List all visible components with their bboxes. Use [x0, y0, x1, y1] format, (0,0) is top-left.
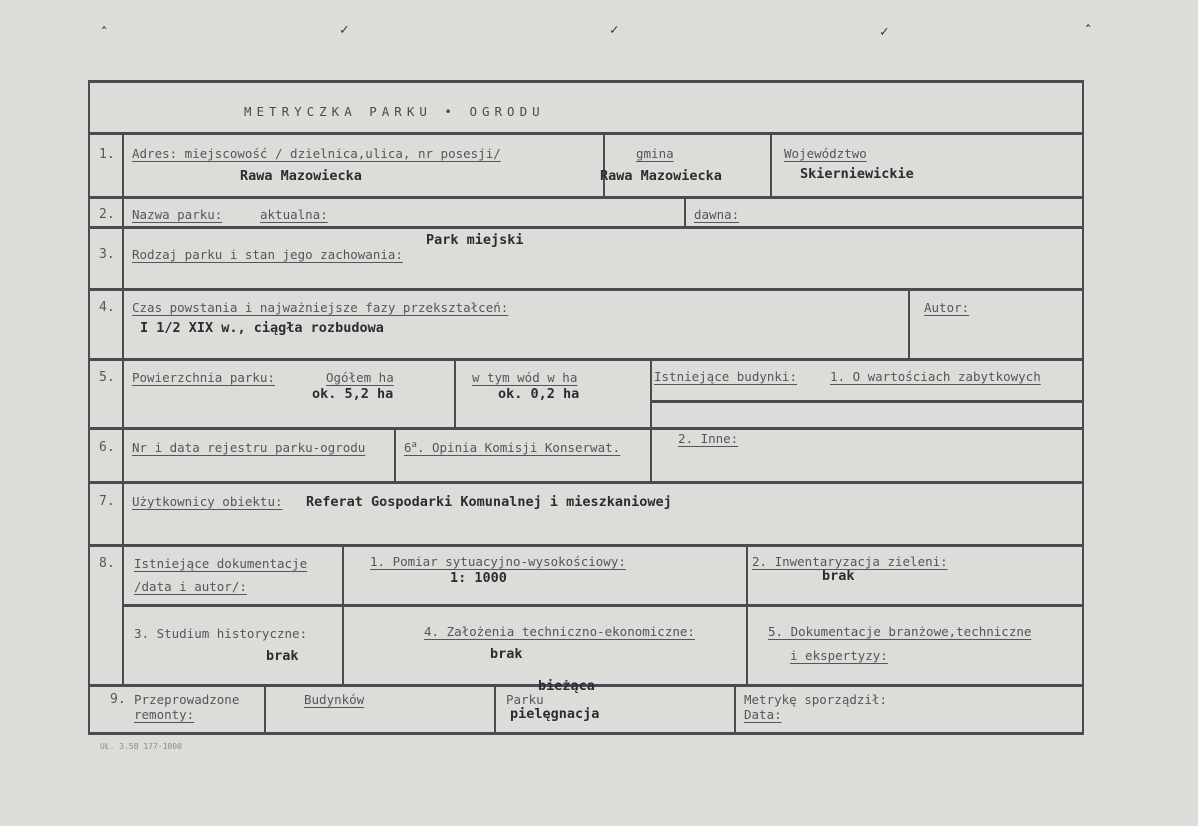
users-value: Referat Gospodarki Komunalnej i mieszkaniowej: [306, 494, 672, 510]
row-number: 4.: [99, 300, 115, 315]
number-column-line: [122, 132, 124, 684]
row-number: 3.: [99, 247, 115, 262]
renovations-label-2: remonty:: [134, 707, 195, 722]
creation-time-label: Czas powstania i najważniejsze fazy przekształceń:: [132, 300, 509, 315]
park-renovations-value-2: pielęgnacja: [510, 706, 600, 722]
park-name-label: Nazwa parku:: [132, 207, 223, 222]
row-number: 9.: [110, 692, 126, 707]
water-area-value: ok. 0,2 ha: [498, 386, 580, 402]
cell-divider: [264, 684, 266, 734]
row-number: 8.: [99, 556, 115, 571]
check-mark-icon: ✓: [610, 22, 619, 38]
documentation-label-2: /data i autor/:: [134, 579, 247, 594]
survey-label: 1. Pomiar sytuacyjno-wysokościowy:: [370, 554, 626, 569]
cell-divider: [908, 288, 910, 360]
prepared-by-label: Metrykę sporządził:: [744, 692, 887, 707]
row-number: 1.: [99, 147, 115, 162]
cell-divider: [770, 132, 772, 198]
row-divider: [88, 481, 1084, 484]
gmina-value: Rawa Mazowiecka: [600, 168, 722, 184]
row-divider: [88, 196, 1084, 199]
form-title: METRYCZKA PARKU • OGRODU: [244, 104, 545, 119]
row-number: 7.: [99, 494, 115, 509]
form-border-left: [88, 80, 90, 735]
park-renovations-value-1: bieżąca: [538, 678, 595, 694]
corner-mark-icon: ˆ: [1084, 24, 1093, 40]
check-mark-icon: ✓: [340, 22, 349, 38]
row-divider: [88, 427, 1084, 430]
former-name-label: dawna:: [694, 207, 740, 222]
survey-value: 1: 1000: [450, 570, 507, 586]
historical-study-value: brak: [266, 648, 299, 664]
gmina-label: gmina: [636, 146, 674, 161]
park-type-label: Rodzaj parku i stan jego zachowania:: [132, 247, 403, 262]
water-area-label: w tym wód w ha: [472, 370, 578, 385]
cell-divider: [746, 544, 748, 684]
row-number: 5.: [99, 370, 115, 385]
voivodeship-label: Województwo: [784, 146, 867, 161]
print-code: UŁ. 3.58 177-1000: [100, 742, 182, 751]
row-divider: [88, 132, 1084, 135]
users-label: Użytkownicy obiektu:: [132, 494, 283, 509]
building-renovations-label: Budynków: [304, 692, 365, 707]
register-label: Nr i data rejestru parku-ogrodu: [132, 440, 366, 455]
opinion-number: 6: [404, 440, 412, 456]
historic-buildings-label: 1. O wartościach zabytkowych: [830, 369, 1041, 384]
cell-divider: [684, 196, 686, 228]
conservation-opinion-label: [404, 440, 620, 455]
cell-divider: [454, 358, 456, 429]
technical-assumptions-value: brak: [490, 646, 523, 662]
historical-study-label: 3. Studium historyczne:: [134, 626, 308, 641]
row-divider: [652, 400, 1084, 403]
row-divider: [88, 288, 1084, 291]
greenery-inventory-value: brak: [822, 568, 855, 584]
park-record-form: [88, 80, 1084, 734]
form-border-top: [88, 80, 1084, 83]
park-type-value: Park miejski: [426, 232, 524, 248]
branch-docs-label-2: i ekspertyzy:: [790, 648, 888, 663]
renovations-label: Przeprowadzone: [134, 692, 240, 707]
other-buildings-label: 2. Inne:: [678, 431, 739, 446]
form-border-right: [1082, 80, 1084, 735]
total-area-value: ok. 5,2 ha: [312, 386, 394, 402]
form-border-bottom: [88, 732, 1084, 735]
greenery-inventory-label: 2. Inwentaryzacja zieleni:: [752, 554, 948, 569]
check-mark-icon: ✓: [880, 24, 889, 40]
cell-divider: [650, 358, 652, 484]
creation-time-value: I 1/2 XIX w., ciągła rozbudowa: [140, 320, 384, 336]
row-divider: [88, 226, 1084, 229]
row-divider: [88, 358, 1084, 361]
cell-divider: [603, 132, 605, 198]
address-value: Rawa Mazowiecka: [240, 168, 362, 184]
total-area-label: Ogółem ha: [326, 370, 394, 385]
opinion-superscript: a: [411, 440, 417, 450]
author-label: Autor:: [924, 300, 970, 315]
cell-divider: [734, 684, 736, 734]
park-area-label: Powierzchnia parku:: [132, 370, 275, 385]
documentation-label: Istniejące dokumentacje: [134, 556, 308, 571]
row-divider: [88, 544, 1084, 547]
date-label: Data:: [744, 707, 782, 722]
cell-divider: [342, 544, 344, 684]
row-number: 6.: [99, 440, 115, 455]
current-name-label: aktualna:: [260, 207, 328, 222]
cell-divider: [394, 427, 396, 483]
branch-docs-label: 5. Dokumentacje branżowe,techniczne: [768, 624, 1032, 639]
corner-mark-icon: ˆ: [100, 26, 109, 42]
opinion-text: . Opinia Komisji Konserwat.: [416, 440, 621, 456]
voivodeship-value: Skierniewickie: [800, 166, 914, 182]
row-number: 2.: [99, 207, 115, 222]
existing-buildings-label: Istniejące budynki:: [654, 369, 797, 384]
technical-assumptions-label: 4. Założenia techniczno-ekonomiczne:: [424, 624, 695, 639]
address-label: Adres: miejscowość / dzielnica,ulica, nr posesji/: [132, 146, 501, 161]
row-divider: [122, 604, 1084, 607]
cell-divider: [494, 684, 496, 734]
park-renovations-label: Parku: [506, 692, 544, 707]
